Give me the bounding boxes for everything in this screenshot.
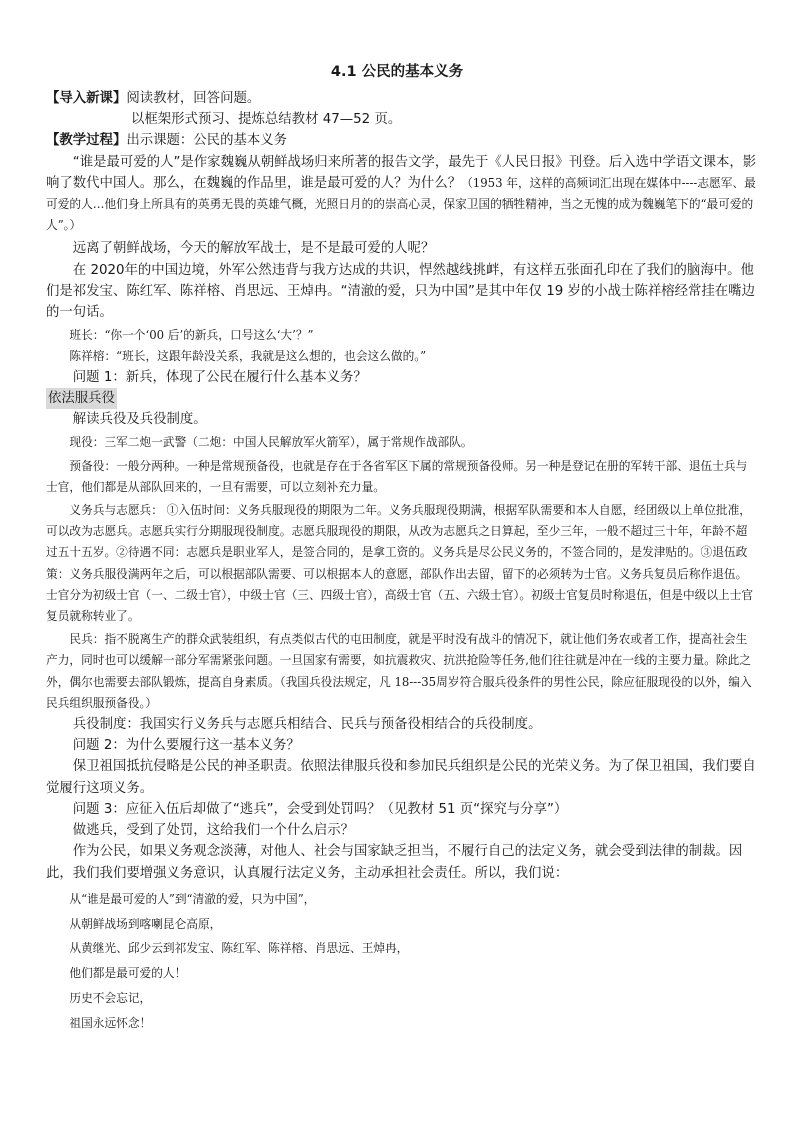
question-1: 问题 1：新兵，体现了公民在履行什么基本义务？ — [72, 369, 367, 385]
poem-line: 祖国永远怀念！ — [69, 1015, 152, 1030]
dialog-line-1: 班长：“你一个‘00 后’的新兵，口号这么‘大’？” — [69, 328, 314, 343]
process-tag: 【教学过程】 — [46, 133, 127, 149]
question-intro: 远离了朝鲜战场，今天的解放军战士，是不是最可爱的人呢？ — [72, 241, 435, 257]
reserve-paragraph: 预备役：一般分两种。一种是常规预备役，也就是存在于各省军区下属的常规预备役师。另一种是登记在册的军转干部、退伍士兵与士官，他们都是从部队回来的，一旦有需要，可以立刻补充力量。 — [46, 458, 748, 494]
question-3: 问题 3：应征入伍后却做了“逃兵”，会受到处罚吗？（见教材 51 页“探究与分享”） — [72, 801, 568, 817]
poem-line: 他们都是最可爱的人！ — [69, 966, 187, 981]
story-note: （1953 年，这样的高频词汇出现在媒体中----志愿军、最可爱的人…他们身上所具有的英勇无畏的英雄气概，光照日月的的崇高心灵，保家卫国的牺牲精神，当之无愧的成为魏巍笔下的“最可爱的人”。） — [46, 175, 756, 233]
dialog-line-2: 陈祥榕：“班长，这跟年龄没关系，我就是这么想的，也会这么做的。” — [69, 349, 427, 364]
poem-line: 历史不会忘记， — [69, 990, 152, 1005]
active-duty-paragraph: 现役：三军二炮一武警（二炮：中国人民解放军火箭军），属于常规作战部队。 — [69, 435, 473, 450]
poem-line: 从朝鲜战场到喀喇昆仑高原， — [69, 916, 222, 931]
section-heading — [46, 388, 758, 409]
question-2: 问题 2：为什么要履行这一基本义务？ — [72, 738, 300, 754]
border-paragraph: 在 2020年的中国边境，外军公然违背与我方达成的共识，悍然越线挑衅，有这样五张面孔印在了我们的脑海中。他们是祁发宝、陈红军、陈祥榕、肖思远、王焯冉。“清澈的爱，只为中国”是其中年仅 19 岁的小战士陈祥榕经常挂在嘴边的一句话。 — [46, 262, 755, 321]
answer-2: 保卫祖国抵抗侵略是公民的神圣职责。依照法律服兵役和参加民兵组织是公民的光荣义务。为了保卫祖国，我们要自觉履行这项义务。 — [46, 759, 756, 796]
intro-tag: 【导入新课】 — [46, 91, 127, 106]
poem-line: 从“谁是最可爱的人”到“清澈的爱，只为中国”， — [69, 891, 316, 906]
conclusion-paragraph: 作为公民，如果义务观念淡薄，对他人、社会与国家缺乏担当，不履行自己的法定义务，就会受到法律的制裁。因此，我们我们要增强义务意识，认真履行法定义务，主动承担社会责任。所以，我们说： — [46, 844, 743, 881]
poem-line: 从黄继光、邱少云到祁发宝、陈红军、陈祥榕、肖思远、王焯冉， — [69, 941, 409, 956]
story-paragraph — [46, 152, 758, 237]
section-tag: 依法服兵役 — [46, 388, 117, 409]
intro-line — [46, 88, 758, 109]
question-3b: 做逃兵，受到了处罚，这给我们一个什么启示？ — [72, 823, 354, 839]
process-text: 出示课题：公民的基本义务 — [126, 133, 288, 149]
intro-subline: 以框架形式预习、提炼总结教材 47—52 页。 — [131, 112, 402, 128]
militia-paragraph: 民兵：指不脱离生产的群众武装组织，有点类似古代的屯田制度，就是平时没有战斗的情况下，就让他们务农或者工作，提高社会生产力，同时也可以缓解一部分军需紧张问题。一旦国家有需要，如抗震救灾、抗洪抢险等任务,他们往往就是冲在一线的主要力量。除此之外，偶尔也需要去部队锻炼，提高自身素质。（我国兵役法规定，凡 18---35周岁符合服兵役条件的男性公民，除应征服现役的以外，编入民兵组织服预备役。） — [46, 632, 752, 710]
document-body — [46, 88, 758, 1037]
intro-text: 阅读教材，回答问题。 — [126, 91, 261, 106]
system-line: 兵役制度：我国实行义务兵与志愿兵相结合、民兵与预备役相结合的兵役制度。 — [72, 717, 542, 733]
soldier-compare-paragraph: 义务兵与志愿兵： ①入伍时间：义务兵服现役的期限为二年。义务兵服现役期满，根据军队需要和本人自愿，经团级以上单位批准，可以改为志愿兵。志愿兵实行分期服现役制度。志愿兵服现役的期限，从改为志愿兵之日算起，至少三年，一般不超过三十年，年龄不超过五十五岁。②待遇不同：志愿兵是职业军人，是签合同的，是拿工资的。义务兵是尽公民义务的，不签合同的，是发津贴的。③退伍政策：义务兵服役满两年之后，可以根据部队需要、可以根据本人的意愿，部队作出去留，留下的必须转为士官。义务兵复员后称作退伍。士官分为初级士官（一、二级士官），中级士官（三、四级士官），高级士官（五、六级士官）。初级士官复员时称退伍，但是中级以上士官复员就称转业了。 — [46, 503, 754, 624]
process-line — [46, 130, 758, 151]
poem-block — [46, 889, 758, 1034]
page-title: 4.1 公民的基本义务 — [330, 64, 464, 80]
read-line: 解读兵役及兵役制度。 — [72, 412, 207, 428]
story-text: “谁是最可爱的人”是作家魏巍从朝鲜战场归来所著的报告文学，最先于《人民日报》刊登。后入选中学语文课本，影响了数代中国人。那么，在魏巍的作品里，谁是最可爱的人？为什么？ — [46, 154, 757, 191]
